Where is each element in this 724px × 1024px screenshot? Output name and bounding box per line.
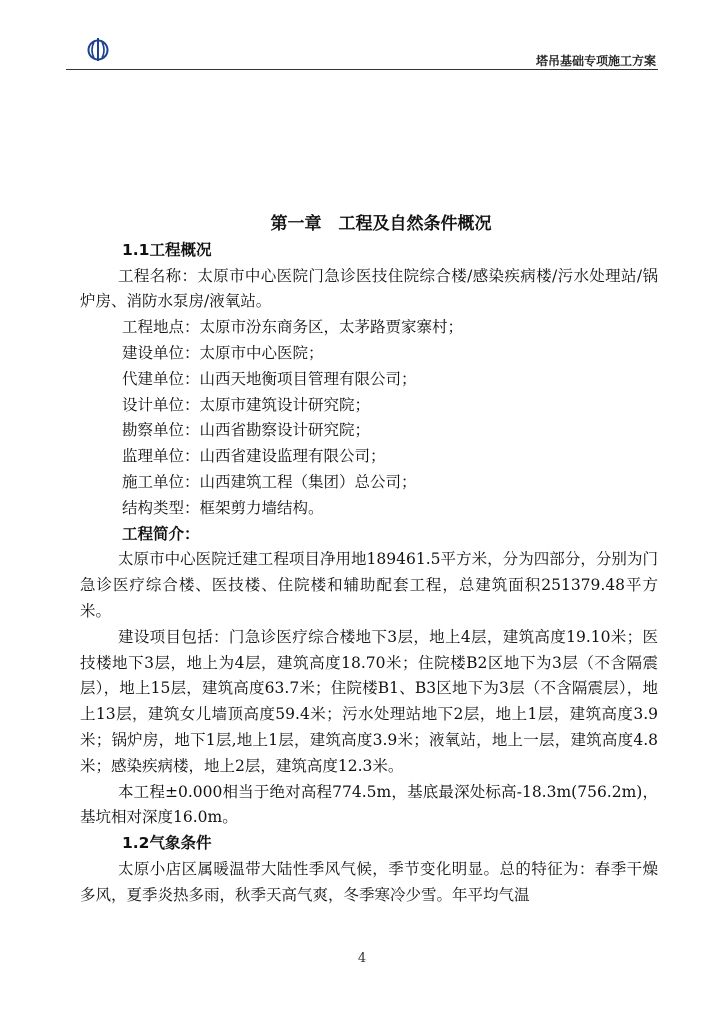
document-body [80,212,658,909]
chapter-title: 第一章 工程及自然条件概况 [270,214,492,234]
info-line-surveyor: 勘察单位：山西省勘察设计研究院； [122,421,371,440]
info-line-agent: 代建单位：山西天地衡项目管理有限公司； [122,369,417,388]
climate-paragraph: 太原小店区属暖温带大陆性季风气候，季节变化明显。总的特征为：春季干燥多风，夏季炎热多雨，秋季天高气爽，冬季寒冷少雪。年平均气温 [80,859,658,904]
header-divider [66,69,658,70]
intro-paragraph: 太原市中心医院迁建工程项目净用地189461.5平方米，分为四部分，分别为门急诊医疗综合楼、医技楼、住院楼和辅助配套工程，总建筑面积251379.48平方米。 [80,550,658,620]
intro-paragraph: 本工程±0.000相当于绝对高程774.5m，基底最深处标高-18.3m(756.2m)，基坑相对深度16.0m。 [80,782,658,827]
company-logo-icon [86,36,110,62]
intro-heading: 工程简介： [122,524,200,543]
info-line-structure: 结构类型：框架剪力墙结构。 [122,498,324,517]
info-line-project-name: 工程名称：太原市中心医院门急诊医技住院综合楼/感染疾病楼/污水处理站/锅炉房、消防水泵房/液氧站。 [80,266,658,311]
info-line-supervisor: 监理单位：山西省建设监理有限公司； [122,447,386,466]
section-heading-1-2: 1.2气象条件 [122,834,212,853]
header-title: 塔吊基础专项施工方案 [535,54,656,68]
section-heading-1-1: 1.1工程概况 [122,240,212,259]
info-line-designer: 设计单位：太原市建筑设计研究院； [122,395,371,414]
intro-paragraph: 建设项目包括：门急诊医疗综合楼地下3层，地上4层，建筑高度19.10米；医技楼地下3层，地上为4层，建筑高度18.70米；住院楼B2区地下为3层（不含隔震层），地上15层，建筑高度63.7米；住院楼B1、B3区地下为3层（不含隔震层），地上13层，建筑女儿墙顶高度59.4米；污水处理站地下2层，地上1层，建筑高度3.9米；锅炉房，地下1层,地上1层，建筑高度3.9米；液氧站，地上一层，建筑高度4.8米；感染疾病楼，地上2层，建筑高度12.3米。 [80,627,658,775]
info-line-location: 工程地点：太原市汾东商务区，太茅路贾家寨村； [122,318,464,337]
page-number: 4 [357,951,367,966]
info-line-contractor: 施工单位：山西建筑工程（集团）总公司； [122,472,417,491]
info-line-owner: 建设单位：太原市中心医院； [122,343,324,362]
